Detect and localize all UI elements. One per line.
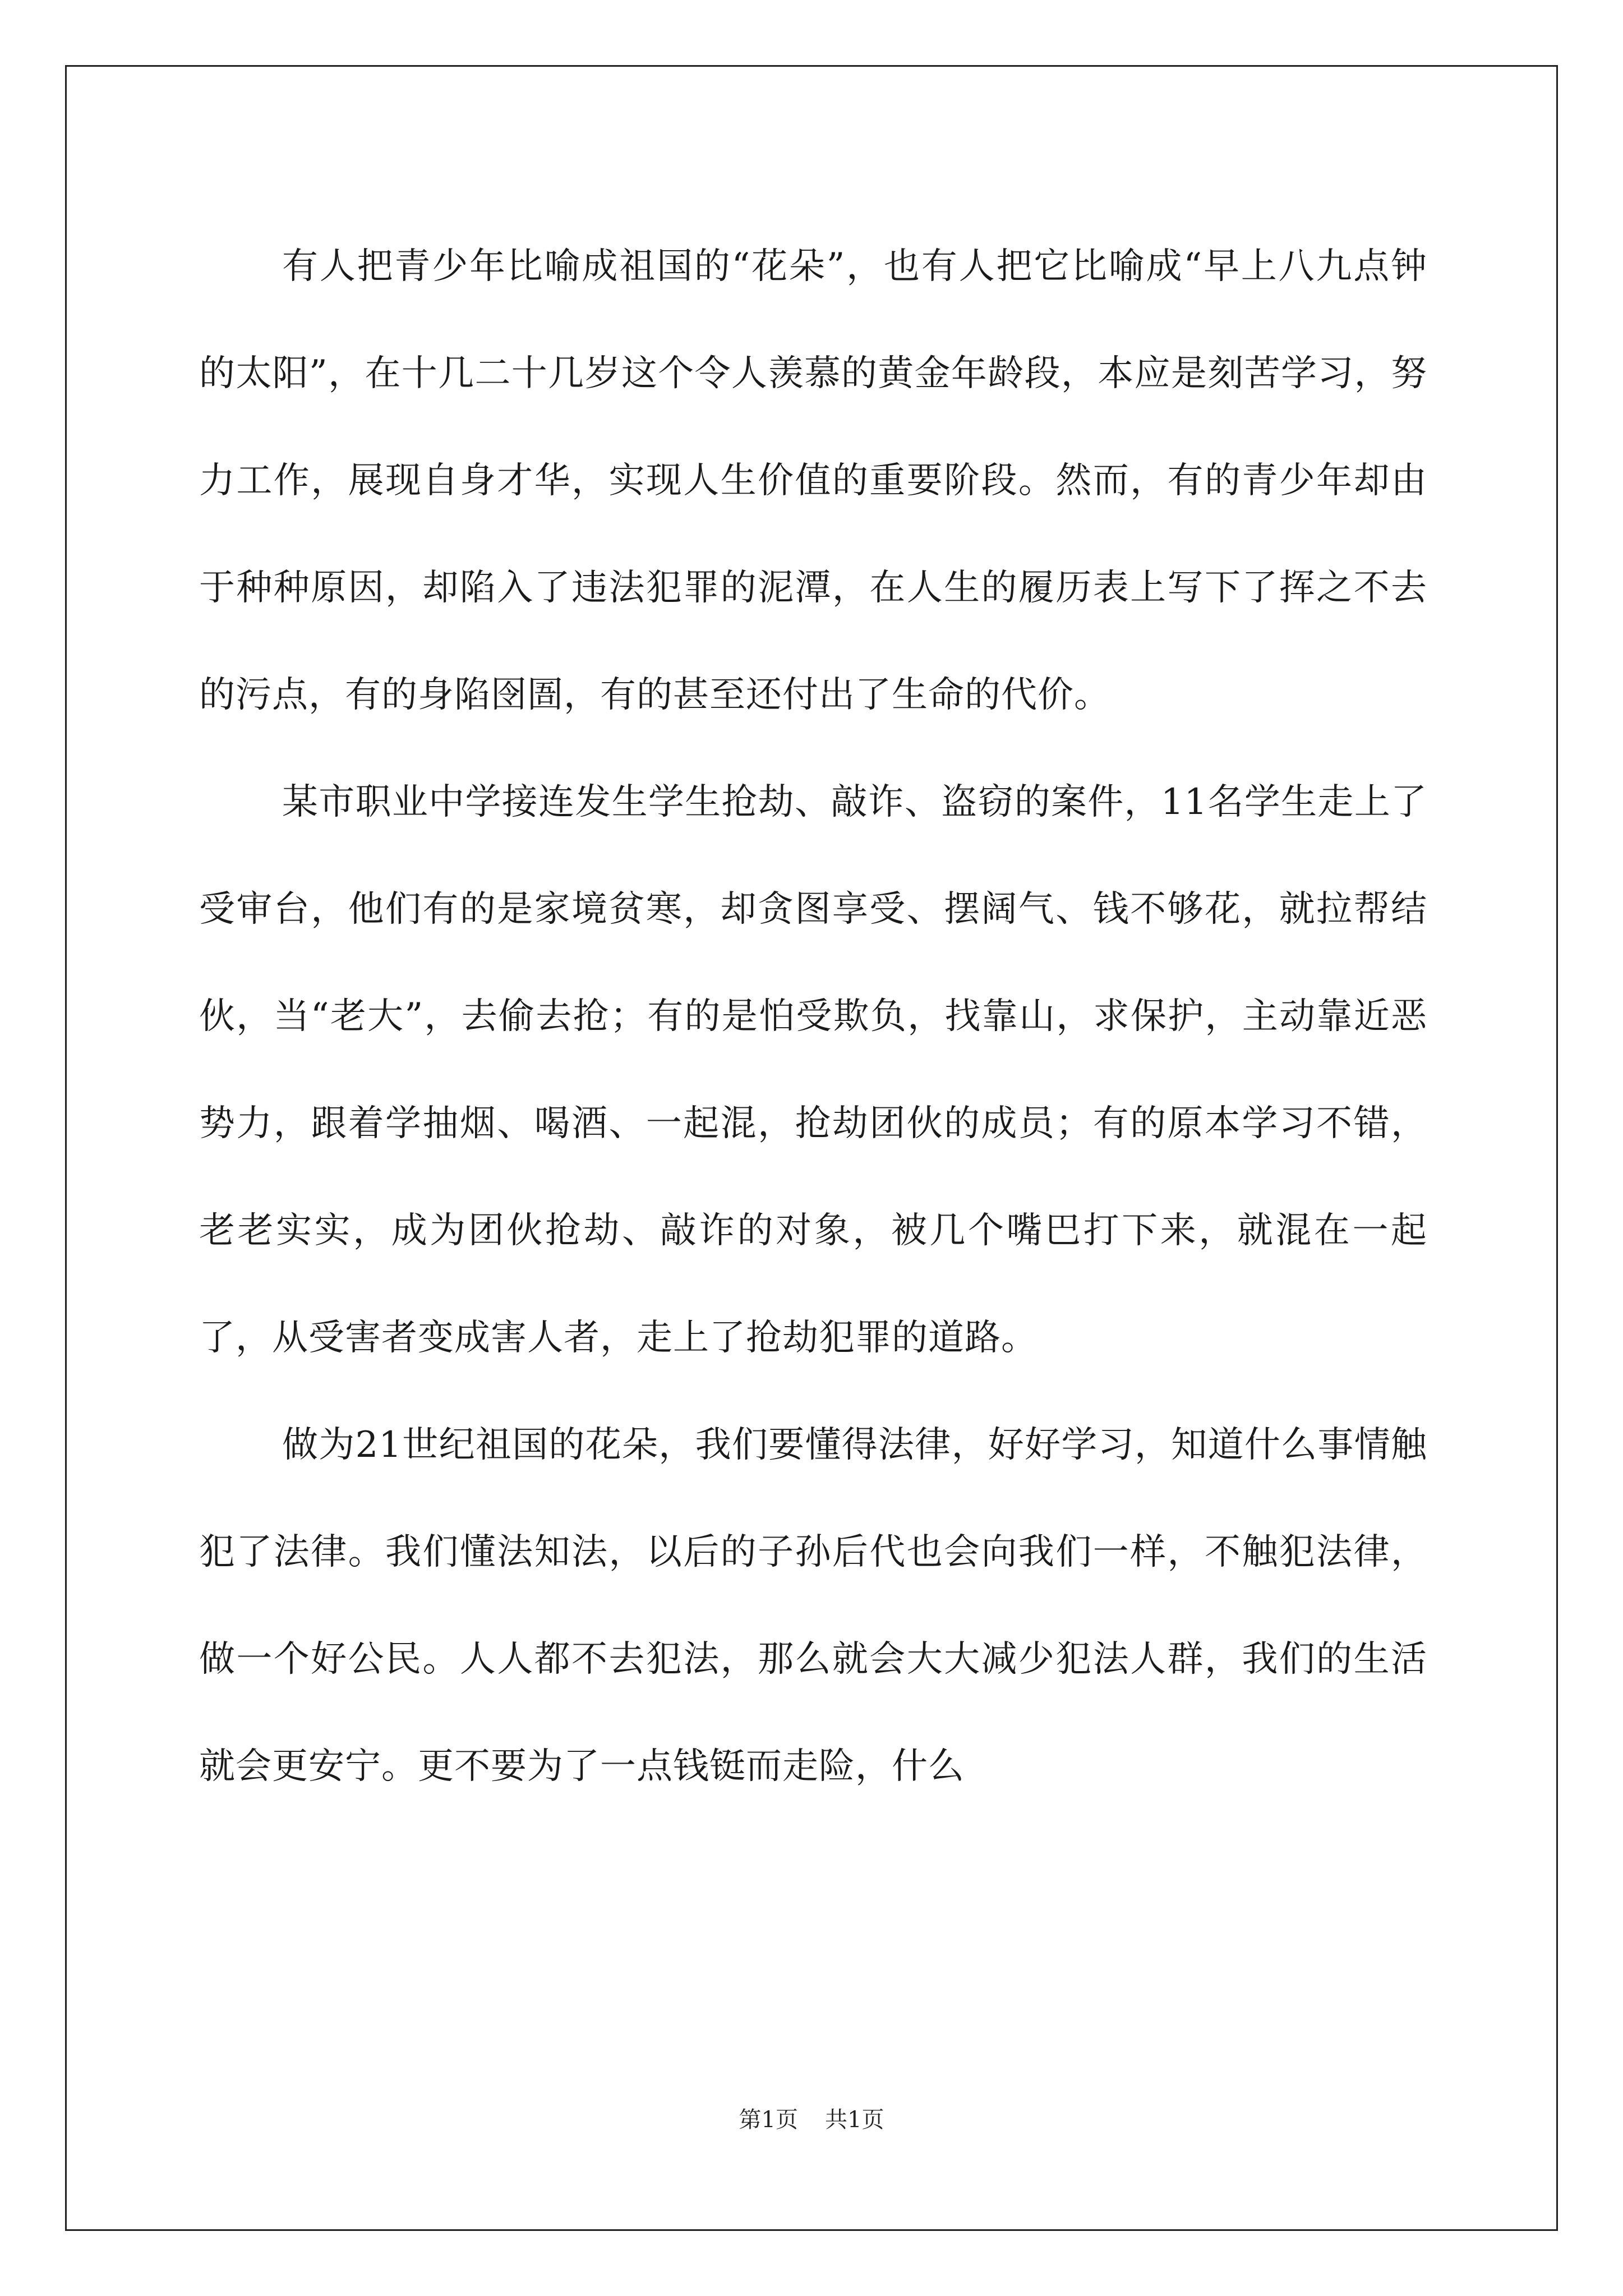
page-number: 第1页	[739, 2107, 798, 2133]
page-footer	[0, 2106, 1623, 2134]
page-total: 共1页	[825, 2107, 884, 2133]
document-body	[199, 213, 1427, 1820]
paragraph-2: 某市职业中学接连发生学生抢劫、敲诈、盗窃的案件，11名学生走上了受审台，他们有的是家境贫寒，却贪图享受、摆阔气、钱不够花，就拉帮结伙，当“老大”，去偷去抢；有的是怕受欺负，找靠山，求保护，主动靠近恶势力，跟着学抽烟、喝酒、一起混，抢劫团伙的成员；有的原本学习不错，老老实实，成为团伙抢劫、敲诈的对象，被几个嘴巴打下来，就混在一起了，从受害者变成害人者，走上了抢劫犯罪的道路。	[199, 781, 1427, 1359]
paragraph-3: 做为21世纪祖国的花朵，我们要懂得法律，好好学习，知道什么事情触犯了法律。我们懂法知法，以后的子孙后代也会向我们一样，不触犯法律，做一个好公民。人人都不去犯法，那么就会大大减少犯法人群，我们的生活就会更安宁。更不要为了一点钱铤而走险，什么	[199, 1424, 1427, 1787]
paragraph-1: 有人把青少年比喻成祖国的“花朵”，也有人把它比喻成“早上八九点钟的太阳”，在十几二十几岁这个令人羡慕的黄金年龄段，本应是刻苦学习，努力工作，展现自身才华，实现人生价值的重要阶段。然而，有的青少年却由于种种原因，却陷入了违法犯罪的泥潭，在人生的履历表上写下了挥之不去的污点，有的身陷囹圄，有的甚至还付出了生命的代价。	[199, 246, 1427, 716]
